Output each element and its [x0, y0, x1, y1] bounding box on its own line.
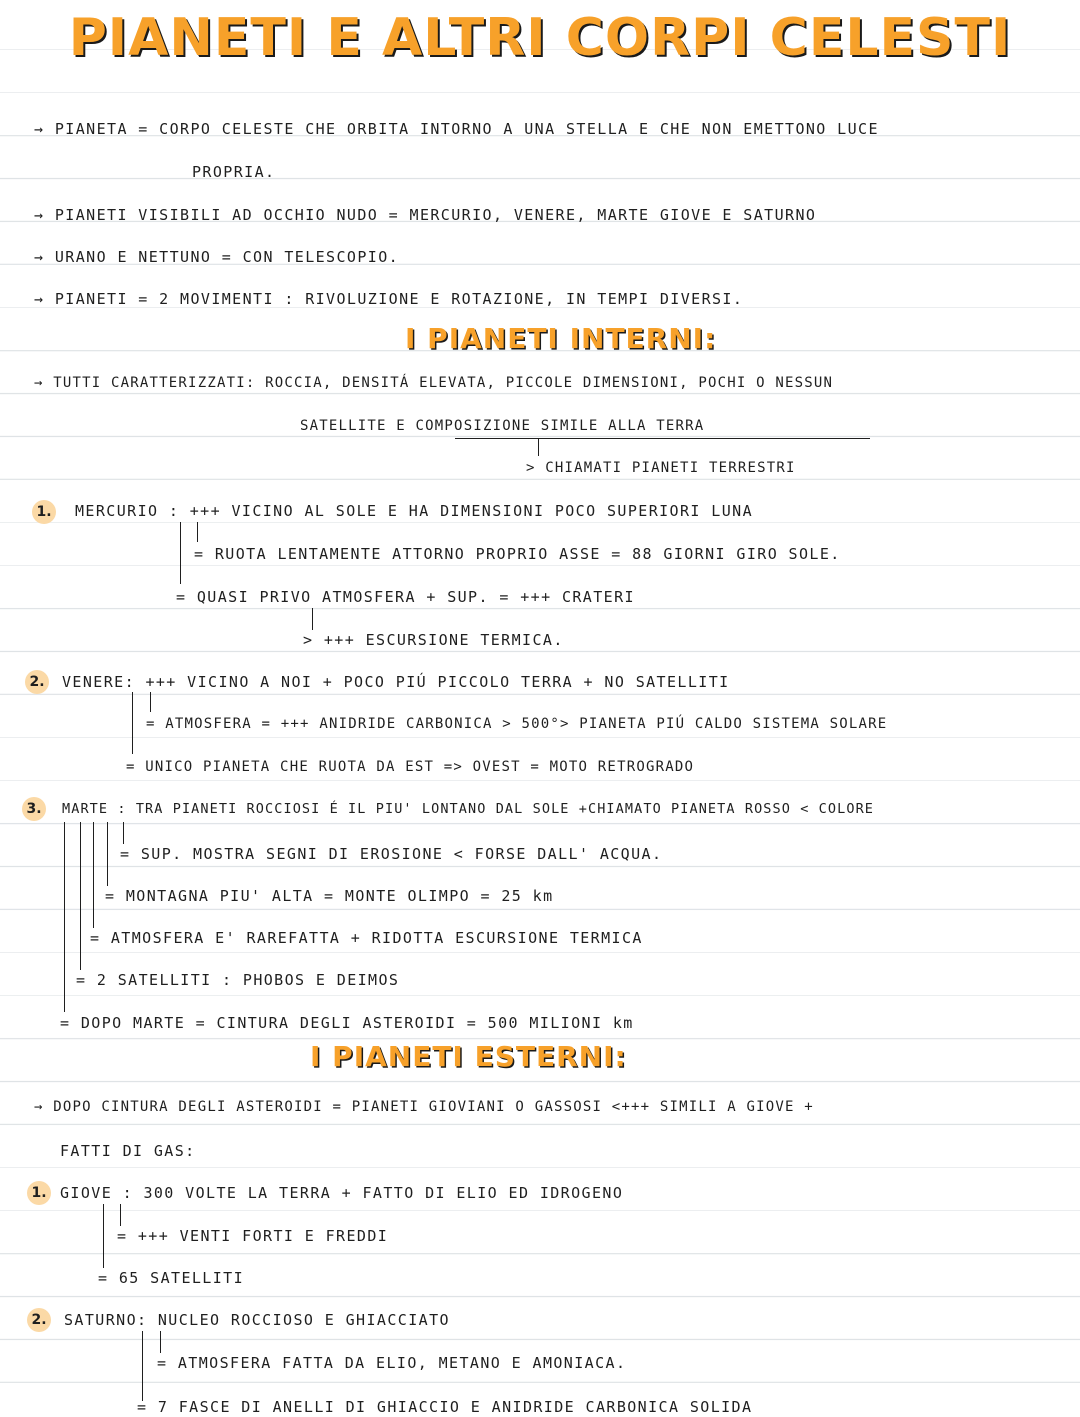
- text-line: = QUASI PRIVO ATMOSFERA + SUP. = +++ CRATERI: [176, 588, 635, 606]
- connector-line: [312, 608, 313, 630]
- section-heading-internal: I PIANETI INTERNI:: [405, 322, 717, 355]
- text-line: = ATMOSFERA E' RAREFATTA + RIDOTTA ESCURSIONE TERMICA: [90, 929, 643, 947]
- bracket-line: [142, 1331, 143, 1401]
- text-line: → PIANETA = CORPO CELESTE CHE ORBITA INTORNO A UNA STELLA E CHE NON EMETTONO LUCE: [34, 120, 879, 138]
- bracket-line: [93, 822, 94, 928]
- underline: [455, 438, 870, 439]
- text-line: SATURNO: NUCLEO ROCCIOSO E GHIACCIATO: [64, 1311, 450, 1329]
- text-line: = SUP. MOSTRA SEGNI DI EROSIONE < FORSE DALL' ACQUA.: [120, 845, 663, 863]
- text-line: > CHIAMATI PIANETI TERRESTRI: [526, 460, 796, 476]
- text-line: → PIANETI VISIBILI AD OCCHIO NUDO = MERCURIO, VENERE, MARTE GIOVE E SATURNO: [34, 206, 817, 224]
- text-line: → DOPO CINTURA DEGLI ASTEROIDI = PIANETI GIOVIANI O GASSOSI <+++ SIMILI A GIOVE +: [34, 1099, 814, 1115]
- text-line: = 7 FASCE DI ANELLI DI GHIACCIO E ANIDRIDE CARBONICA SOLIDA: [137, 1398, 753, 1416]
- text-line: = ATMOSFERA FATTA DA ELIO, METANO E AMONIACA.: [157, 1354, 627, 1372]
- bracket-line: [80, 822, 81, 970]
- text-line: → URANO E NETTUNO = CON TELESCOPIO.: [34, 248, 400, 266]
- bracket-line: [107, 822, 108, 886]
- text-line: MERCURIO : +++ VICINO AL SOLE E HA DIMENSIONI POCO SUPERIORI LUNA: [75, 502, 753, 520]
- section-heading-external: I PIANETI ESTERNI:: [310, 1040, 627, 1073]
- bracket-line: [150, 692, 151, 712]
- bracket-line: [103, 1204, 104, 1268]
- text-line: MARTE : TRA PIANETI ROCCIOSI É IL PIU' LONTANO DAL SOLE +CHIAMATO PIANETA ROSSO < COLORE: [62, 801, 875, 817]
- bracket-line: [123, 822, 124, 844]
- number-badge: 1.: [27, 1181, 51, 1205]
- text-line: VENERE: +++ VICINO A NOI + POCO PIÚ PICCOLO TERRA + NO SATELLITI: [62, 673, 730, 691]
- text-line: PROPRIA.: [192, 163, 276, 181]
- number-badge: 2.: [27, 1308, 51, 1332]
- text-line: FATTI DI GAS:: [60, 1142, 196, 1160]
- bracket-line: [160, 1331, 161, 1353]
- text-line: = UNICO PIANETA CHE RUOTA DA EST => OVEST = MOTO RETROGRADO: [126, 759, 695, 775]
- text-line: → TUTTI CARATTERIZZATI: ROCCIA, DENSITÁ ELEVATA, PICCOLE DIMENSIONI, POCHI O NESSUN: [34, 375, 834, 391]
- bracket-line: [132, 692, 133, 754]
- text-line: = ATMOSFERA = +++ ANIDRIDE CARBONICA > 500°> PIANETA PIÚ CALDO SISTEMA SOLARE: [146, 716, 888, 732]
- text-line: = RUOTA LENTAMENTE ATTORNO PROPRIO ASSE = 88 GIORNI GIRO SOLE.: [194, 545, 841, 563]
- text-line: = 65 SATELLITI: [98, 1269, 245, 1287]
- text-line: → PIANETI = 2 MOVIMENTI : RIVOLUZIONE E ROTAZIONE, IN TEMPI DIVERSI.: [34, 290, 744, 308]
- connector-line: [538, 438, 539, 456]
- bracket-line: [180, 522, 181, 584]
- text-line: = DOPO MARTE = CINTURA DEGLI ASTEROIDI = 500 MILIONI km: [60, 1014, 634, 1032]
- number-badge: 1.: [32, 500, 56, 524]
- text-line: > +++ ESCURSIONE TERMICA.: [303, 631, 564, 649]
- number-badge: 3.: [22, 797, 46, 821]
- page-title: PIANETI E ALTRI CORPI CELESTI: [68, 8, 1012, 68]
- bracket-line: [197, 522, 198, 542]
- text-line: = 2 SATELLITI : PHOBOS E DEIMOS: [76, 971, 400, 989]
- text-line: = MONTAGNA PIU' ALTA = MONTE OLIMPO = 25 km: [105, 887, 554, 905]
- number-badge: 2.: [25, 670, 49, 694]
- bracket-line: [120, 1204, 121, 1226]
- text-line: SATELLITE E COMPOSIZIONE SIMILE ALLA TERRA: [300, 418, 705, 434]
- bracket-line: [64, 822, 65, 1012]
- text-line: GIOVE : 300 VOLTE LA TERRA + FATTO DI ELIO ED IDROGENO: [60, 1184, 624, 1202]
- text-line: = +++ VENTI FORTI E FREDDI: [117, 1227, 389, 1245]
